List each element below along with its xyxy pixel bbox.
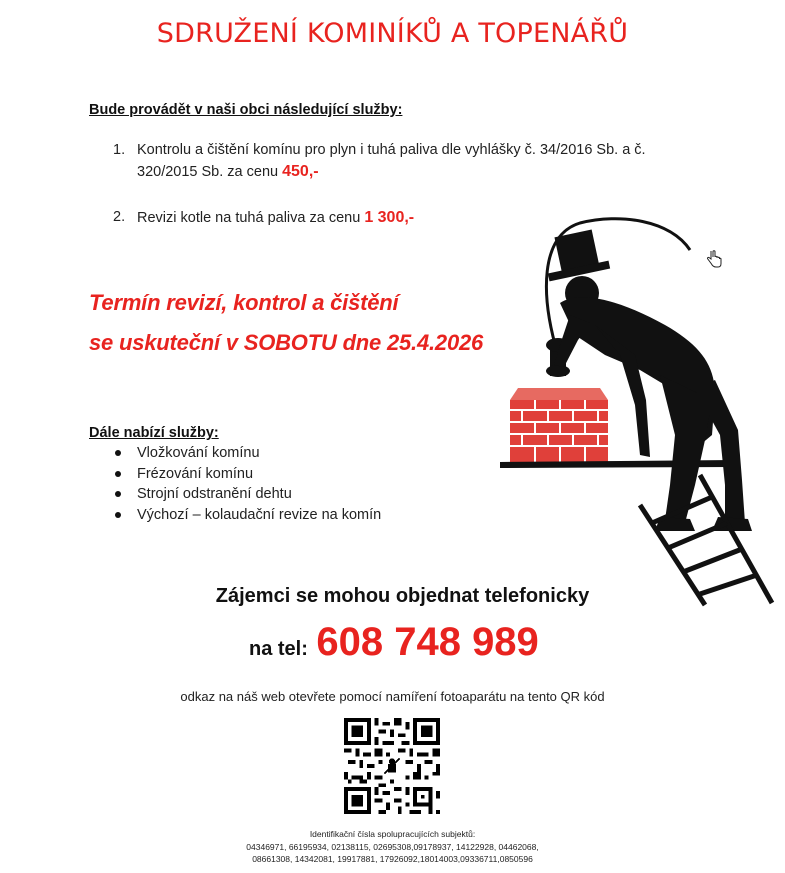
page-title: SDRUŽENÍ KOMINÍKŮ A TOPENÁŘŮ (156, 18, 629, 49)
term-line-1: Termín revizí, kontrol a čištění (89, 290, 399, 315)
service-number: 1. (113, 142, 126, 158)
service-text-label: Revizi kotle na tuhá paliva za cenu (137, 210, 361, 226)
extra-services-heading: Dále nabízí služby: (89, 425, 219, 441)
list-item-label: Strojní odstranění dehtu (137, 486, 292, 502)
order-text: Zájemci se mohou objednat telefonicky (215, 585, 590, 607)
list-item (115, 505, 381, 526)
service-price: 1 300,- (364, 209, 415, 226)
bullet-icon (115, 450, 121, 456)
service-item-1 (113, 140, 646, 183)
qr-note: odkaz na náš web otevřete pomocí namíření fotoaparátu na tento QR kód (180, 689, 605, 704)
service-text-line2 (137, 161, 646, 183)
brick-chimney (510, 388, 608, 462)
service-text-line1: Kontrolu a čištění komínu pro plyn i tuhá paliva dle vyhlášky č. 34/2016 Sb. a č. (137, 142, 646, 158)
ids-line-1: 04346971, 66195934, 02138115, 02695308,09178937, 14122928, 04462068, (246, 842, 539, 852)
list-item (115, 464, 381, 485)
phone-prefix: na tel: (249, 638, 308, 660)
list-item-label: Vložkování komínu (137, 445, 260, 461)
list-item (115, 443, 381, 464)
phone-line (249, 620, 539, 665)
services-heading: Bude provádět v naši obci následující služby: (89, 102, 403, 118)
list-item (115, 484, 381, 505)
list-item-label: Výchozí – kolaudační revize na komín (137, 506, 382, 523)
bullet-icon (115, 471, 121, 477)
ids-title: Identifikační čísla spolupracujících subjektů: (309, 829, 476, 839)
hand-cursor-icon (706, 250, 722, 268)
phone-number[interactable]: 608 748 989 (316, 620, 539, 664)
list-item-label: Frézování komínu (137, 465, 254, 482)
ids-line-2: 08661308, 14342081, 19917881, 17926092,18014003,09336711,0850596 (252, 854, 533, 864)
bullet-icon (115, 512, 121, 518)
service-text-line2-label: 320/2015 Sb. za cenu (137, 164, 279, 180)
chimney-sweep-illustration (500, 205, 785, 625)
term-line-2: se uskuteční v SOBOTU dne 25.4.2026 (89, 330, 484, 355)
bullet-icon (115, 491, 121, 497)
service-text (137, 207, 414, 229)
service-price: 450,- (282, 163, 319, 180)
service-number: 2. (113, 209, 126, 225)
service-item-2 (113, 207, 414, 229)
qr-code[interactable] (344, 718, 440, 814)
extra-services-list (115, 443, 381, 525)
